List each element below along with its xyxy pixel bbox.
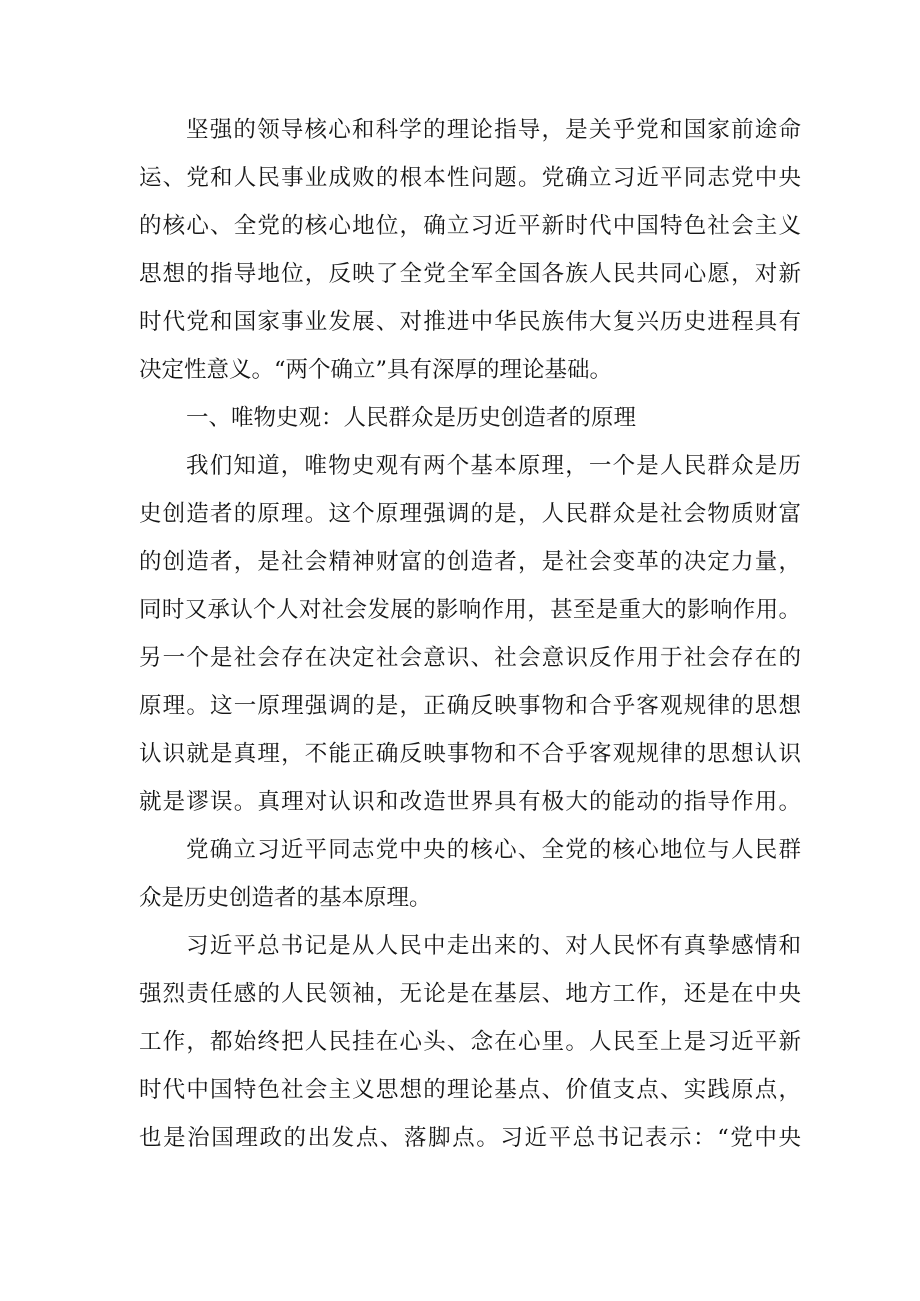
paragraph-line: 也是治国理政的出发点、落脚点。习近平总书记表示：“党中央 bbox=[139, 1125, 801, 1151]
section-heading bbox=[139, 394, 801, 442]
paragraph-line: 习近平总书记是从人民中走出来的、对人民怀有真挚感情和 bbox=[186, 933, 801, 959]
paragraph-line: 思想的指导地位，反映了全党全军全国各族人民共同心愿，对新 bbox=[139, 261, 801, 287]
paragraph-line: 另一个是社会存在决定社会意识、社会意识反作用于社会存在的 bbox=[139, 645, 801, 671]
paragraph bbox=[139, 442, 801, 826]
paragraph-line: 坚强的领导核心和科学的理论指导，是关乎党和国家前途命 bbox=[186, 117, 801, 143]
paragraph-line: 史创造者的原理。这个原理强调的是，人民群众是社会物质财富 bbox=[139, 501, 801, 527]
paragraph-line: 时代中国特色社会主义思想的理论基点、价值支点、实践原点， bbox=[139, 1077, 801, 1103]
paragraph-line: 的核心、全党的核心地位，确立习近平新时代中国特色社会主义 bbox=[139, 213, 801, 239]
paragraph-line: 原理。这一原理强调的是，正确反映事物和合乎客观规律的思想 bbox=[139, 693, 801, 719]
paragraph-line: 强烈责任感的人民领袖，无论是在基层、地方工作，还是在中央 bbox=[139, 981, 801, 1007]
paragraph-line: 运、党和人民事业成败的根本性问题。党确立习近平同志党中央 bbox=[139, 165, 801, 191]
paragraph-line: 工作，都始终把人民挂在心头、念在心里。人民至上是习近平新 bbox=[139, 1029, 801, 1055]
paragraph-line: 众是历史创造者的基本原理。 bbox=[139, 885, 432, 911]
paragraph-line: 决定性意义。“两个确立”具有深厚的理论基础。 bbox=[139, 357, 613, 383]
paragraph-line: 认识就是真理，不能正确反映事物和不合乎客观规律的思想认识 bbox=[139, 741, 801, 767]
paragraph bbox=[139, 106, 801, 394]
section-heading-line: 一、唯物史观：人民群众是历史创造者的原理 bbox=[186, 405, 637, 431]
paragraph-line: 我们知道，唯物史观有两个基本原理，一个是人民群众是历 bbox=[186, 453, 801, 479]
paragraph-line: 的创造者，是社会精神财富的创造者，是社会变革的决定力量， bbox=[139, 549, 801, 575]
paragraph bbox=[139, 826, 801, 922]
paragraph-line: 同时又承认个人对社会发展的影响作用，甚至是重大的影响作用。 bbox=[139, 597, 801, 623]
document-body bbox=[139, 106, 801, 1162]
paragraph-line: 时代党和国家事业发展、对推进中华民族伟大复兴历史进程具有 bbox=[139, 309, 801, 335]
paragraph-line: 就是谬误。真理对认识和改造世界具有极大的能动的指导作用。 bbox=[139, 789, 801, 815]
paragraph-line: 党确立习近平同志党中央的核心、全党的核心地位与人民群 bbox=[186, 837, 801, 863]
paragraph bbox=[139, 922, 801, 1162]
